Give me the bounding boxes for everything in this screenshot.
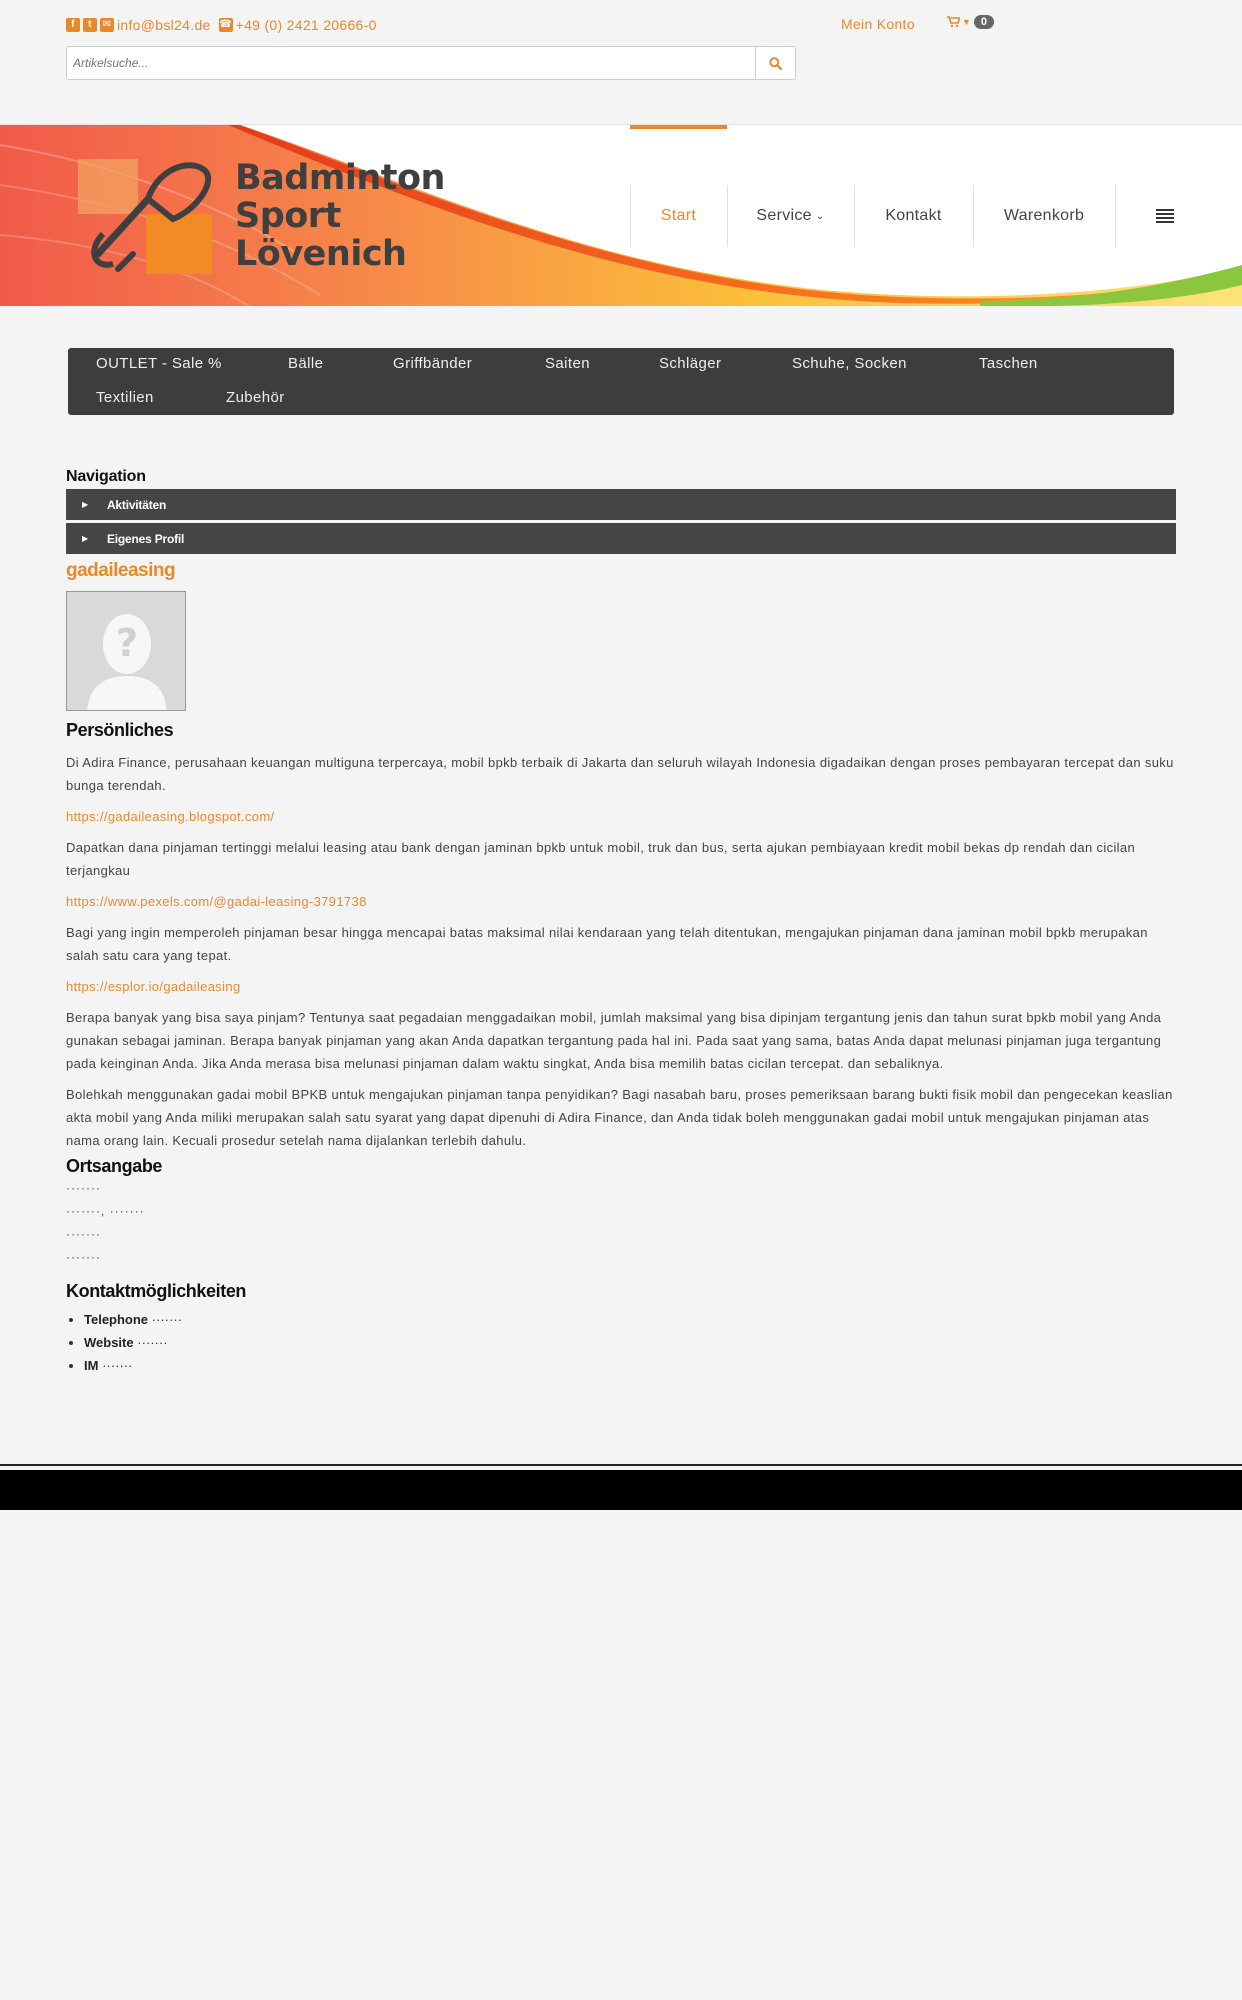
- location-line-4: ·······: [66, 1250, 101, 1264]
- twitter-icon[interactable]: t: [83, 18, 97, 32]
- list-item: [84, 1308, 1176, 1331]
- footer-divider: [0, 1464, 1242, 1466]
- category-textilien[interactable]: Textilien: [96, 389, 154, 406]
- caret-right-icon: ▶: [82, 534, 88, 543]
- caret-down-icon: ▼: [962, 17, 971, 27]
- logo-text: [235, 159, 445, 273]
- personal-title: Persönliches: [66, 720, 174, 740]
- shuttlecock-logo-icon: [78, 159, 228, 279]
- account-link[interactable]: Mein Konto: [841, 16, 915, 32]
- search-bar: [66, 46, 796, 80]
- navigation-title: Navigation: [66, 468, 146, 485]
- caret-right-icon: ▶: [82, 500, 88, 509]
- profile-username: gadaileasing: [66, 560, 176, 581]
- contact-label-im: IM: [84, 1358, 99, 1373]
- category-baelle[interactable]: Bälle: [288, 355, 324, 372]
- nav-eigenes-profil[interactable]: [66, 523, 1176, 554]
- contact-label-telephone: Telephone: [84, 1312, 149, 1327]
- default-avatar-icon: [67, 592, 186, 711]
- nav-aktivitaeten-label: Aktivitäten: [106, 497, 167, 512]
- search-icon: [769, 57, 782, 70]
- bio-link-2[interactable]: https://www.pexels.com/@gadai-leasing-3791738: [66, 894, 367, 909]
- location-line-1: ·······: [66, 1181, 101, 1195]
- location-line-2: ·······, ·······: [66, 1204, 145, 1218]
- bio-paragraph-5: Bolehkah menggunakan gadai mobil BPKB untuk mengajukan pinjaman tanpa penyidikan? Bagi nasabah baru, proses pemeriksaan barang bukti fisik mobil dan pengecekan keaslian akta mobil yang Anda miliki merupakan salah satu syarat yang dapat dipenuhi di Adira Finance, dan Anda tidak boleh menggunakan gadai mobil untuk mengajukan pinjaman atas nama orang lain. Kecuali prosedur setelah nama dijalankan terlebih dahulu.: [66, 1087, 1173, 1148]
- nav-item-service[interactable]: [727, 125, 854, 306]
- nav-item-label: Start: [660, 207, 697, 224]
- bio-paragraph-3: Bagi yang ingin memperoleh pinjaman besar hingga mencapai batas maksimal nilai kendaraan yang telah ditentukan, mengajukan pinjaman dana jaminan mobil bpkb merupakan salah satu cara yang tepat.: [66, 925, 1148, 963]
- contact-value-telephone: ·······: [151, 1312, 182, 1327]
- cart-count-badge: 0: [974, 15, 994, 29]
- nav-aktivitaeten[interactable]: [66, 489, 1176, 520]
- category-schuhe-socken[interactable]: Schuhe, Socken: [792, 355, 907, 372]
- contact-line: [66, 17, 385, 33]
- contact-label-website: Website: [84, 1335, 134, 1350]
- envelope-icon[interactable]: ✉: [100, 18, 114, 32]
- category-taschen[interactable]: Taschen: [979, 355, 1038, 372]
- mini-cart[interactable]: [947, 15, 994, 29]
- location-line-3: ·······: [66, 1227, 101, 1241]
- main-nav: [630, 125, 1215, 306]
- menu-toggle-button[interactable]: [1115, 125, 1215, 306]
- chevron-down-icon: ⌄: [815, 210, 825, 222]
- logo-line-2: Sport: [235, 196, 341, 236]
- bio-paragraph-4: Berapa banyak yang bisa saya pinjam? Tentunya saat pegadaian menggadaikan mobil, jumlah maksimal yang bisa dipinjam tergantung jenis dan tahun surat bpkb mobil yang Anda gunakan sebagai jaminan. Berapa banyak pinjaman yang akan Anda dapatkan tergantung pada hal ini. Pada saat yang sama, batas Anda dapat melunasi pinjaman juga tergantung pada keinginan Anda. Jika Anda merasa bisa melunasi pinjaman dalam waktu singkat, Anda bisa memilih batas cicilan tercepat. dan sebaliknya.: [66, 1010, 1162, 1071]
- cart-icon: [947, 16, 960, 28]
- contact-list: [66, 1308, 1176, 1377]
- nav-item-warenkorb[interactable]: [973, 125, 1115, 306]
- category-saiten[interactable]: Saiten: [545, 355, 590, 372]
- logo-line-3: Lövenich: [235, 234, 407, 274]
- category-outlet[interactable]: OUTLET - Sale %: [96, 355, 222, 372]
- list-item: [84, 1354, 1176, 1377]
- location-title: Ortsangabe: [66, 1156, 163, 1176]
- category-schlaeger[interactable]: Schläger: [659, 355, 722, 372]
- nav-item-kontakt[interactable]: [854, 125, 973, 306]
- list-item: [84, 1331, 1176, 1354]
- svg-text:?: ?: [115, 621, 139, 665]
- avatar: [66, 591, 186, 711]
- nav-item-start[interactable]: [630, 125, 727, 306]
- bio-link-1[interactable]: https://gadaileasing.blogspot.com/: [66, 809, 275, 824]
- bio-link-3[interactable]: https://esplor.io/gadaileasing: [66, 979, 241, 994]
- contact-value-website: ·······: [137, 1335, 168, 1350]
- nav-item-label: Warenkorb: [1003, 207, 1085, 224]
- hamburger-icon: [1156, 209, 1174, 223]
- site-logo[interactable]: [78, 158, 445, 279]
- logo-line-1: Badminton: [235, 158, 445, 198]
- profile-content: [66, 468, 1176, 1377]
- nav-eigenes-profil-label: Eigenes Profil: [106, 531, 185, 546]
- phone-icon: ☎: [219, 19, 232, 30]
- bio-paragraph-2: Dapatkan dana pinjaman tertinggi melalui leasing atau bank dengan jaminan bpkb untuk mobil, truk dan bus, serta ajukan pembiayaan kredit mobil bekas dp rendah dan cicilan terjangkau: [66, 840, 1136, 878]
- bio-paragraph-1: Di Adira Finance, perusahaan keuangan multiguna terpercaya, mobil bpkb terbaik di Jakarta dan seluruh wilayah Indonesia digadaikan dengan proses pembayaran tercepat dan suku bunga terendah.: [66, 755, 1174, 793]
- facebook-icon[interactable]: f: [66, 18, 80, 32]
- site-header: [0, 124, 1242, 306]
- site-footer: [0, 1470, 1242, 1510]
- search-input[interactable]: [67, 47, 755, 79]
- phone-number[interactable]: +49 (0) 2421 20666-0: [235, 17, 377, 33]
- email-link[interactable]: info@bsl24.de: [117, 17, 211, 33]
- contact-title: Kontaktmöglichkeiten: [66, 1281, 247, 1301]
- contact-value-im: ·······: [102, 1358, 133, 1373]
- category-menu: [68, 348, 1174, 415]
- nav-item-label: Kontakt: [885, 207, 942, 224]
- topbar: [0, 0, 1242, 124]
- category-griffbaender[interactable]: Griffbänder: [393, 355, 473, 372]
- nav-item-label: Service: [756, 207, 812, 224]
- search-button[interactable]: [755, 47, 795, 79]
- category-zubehoer[interactable]: Zubehör: [226, 389, 285, 406]
